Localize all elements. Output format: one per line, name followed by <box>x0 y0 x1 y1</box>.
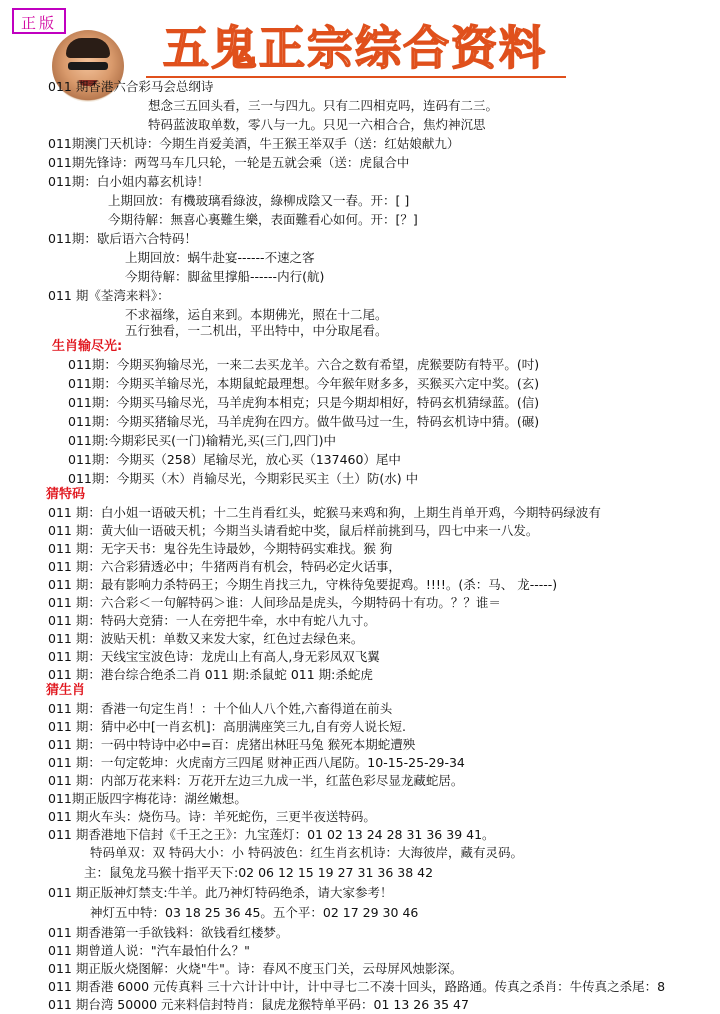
text-line: 011 期正版火烧图解：火烧"牛"。诗：春风不度玉门关，云母屏风烛影深。 <box>48 961 463 976</box>
text-line: 011期：今期买（258）尾输尽光，放心买（137460）尾中 <box>68 452 401 467</box>
text-line: 011期：今期买马输尽光，马羊虎狗本相克；只是今期却相好，特码玄机猜绿蓝。(信) <box>68 395 540 410</box>
text-line: 011 期曾道人说："汽车最怕什么？" <box>48 943 250 958</box>
text-line: 011期：歇后语六合特码！ <box>48 231 197 246</box>
text-line: 今期待解：脚盆里撑船------内行(航) <box>125 269 325 284</box>
text-line: 011 期：内部万花来料：万花开左边三九成一半，红蓝色彩尽显龙藏蛇居。 <box>48 773 464 788</box>
text-line: 011期：今期买羊输尽光，本期鼠蛇最理想。今年猴年财多多，买猴买六定中奖。(玄) <box>68 376 540 391</box>
text-line: 不求福缘，运自来到。本期佛光，照在十二尾。 <box>125 307 388 322</box>
text-line: 011 期：波贴天机：单数又来发大家，红色过去绿色来。 <box>48 631 364 646</box>
text-line: 上期回放：有機玻璃看綠波，綠柳成陰又一春。开：[ ] <box>108 193 410 208</box>
text-line: 上期回放：蜗牛赴宴------不速之客 <box>125 250 315 265</box>
text-line: 011 期《荃湾来料》： <box>48 288 170 303</box>
text-line: 011期：白小姐内幕玄机诗！ <box>48 174 210 189</box>
text-line: 011 期：六合彩＜一句解特码＞谁：人间珍品是虎头，今期特码十有功。？？谁＝ <box>48 595 501 610</box>
text-line: 011 期香港六合彩马会总纲诗 <box>48 79 214 94</box>
text-line: 011期：今期买狗输尽光，一来二去买龙羊。六合之数有希望，虎猴要防有特平。(吋) <box>68 357 540 372</box>
text-line: 011 期火车头：烧伤马。诗：羊死蛇伤，三更半夜送特码。 <box>48 809 376 824</box>
text-line: 011 期：一句定乾坤：火虎南方三四尾 财神正西八尾防。10-15-25-29-34 <box>48 755 465 770</box>
text-line: 主：鼠兔龙马猴十指平天下:02 06 12 15 19 27 31 36 38 42 <box>84 865 434 880</box>
text-line: 011期：今期买（木）肖输尽光，今期彩民买主（土）防(水) 中 <box>68 471 419 486</box>
text-line: 011 期：港台综合绝杀二肖 011 期:杀鼠蛇 011 期:杀蛇虎 <box>48 667 373 682</box>
text-line: 011 期：无字天书：鬼谷先生诗最妙，今期特码实难找。猴 狗 <box>48 541 393 556</box>
text-line: 011期:今期彩民买(一门)输精光,买(三门,四门)中 <box>68 433 337 448</box>
text-line: 011 期：香港一句定生肖！：十个仙人八个姓,六畜得道在前头 <box>48 701 393 716</box>
text-line: 神灯五中特：03 18 25 36 45。五个平：02 17 29 30 46 <box>90 905 419 920</box>
text-line: 011期：今期买猪输尽光，马羊虎狗在四方。做牛做马过一生，特码玄机诗中猜。(碾) <box>68 414 540 429</box>
page-title: 五鬼正宗综合资料 <box>163 21 547 75</box>
text-line: 011 期：天线宝宝波色诗：龙虎山上有高人,身无彩凤双飞翼 <box>48 649 380 664</box>
section-heading: 猜生肖 <box>46 683 86 698</box>
text-line: 011 期香港第一手欲钱料：欲钱看红楼梦。 <box>48 925 289 940</box>
text-line: 011 期台湾 50000 元来料信封特肖：鼠虎龙猴特单平码：01 13 26 35 47 <box>48 997 469 1012</box>
text-line: 今期待解：無喜心裏難生樂，表面難看心如何。开：[？] <box>108 212 418 227</box>
avatar-glasses <box>68 62 108 70</box>
avatar-hair <box>66 38 110 58</box>
text-line: 特码蓝波取单数，零八与一九。只见一六相合合，焦灼神沉思 <box>148 117 486 132</box>
text-line: 011 期：黄大仙一语破天机；今期当头请看蛇中奖，鼠后样前挑到马，四七中来一八发。 <box>48 523 539 538</box>
text-line: 011 期：一码中特诗中必中=百：虎猪出林旺马兔 猴死本期蛇遭殃 <box>48 737 416 752</box>
text-line: 011 期：最有影响力杀特码王；今期生肖找三九，守株待兔要捉鸡。!!!!。(杀：马、 龙-----) <box>48 577 558 592</box>
edition-badge: 正版 <box>12 8 66 34</box>
text-line: 011 期正版神灯禁支:牛羊。此乃神灯特码绝杀，请大家参考！ <box>48 885 393 900</box>
text-line: 011期先锋诗：两驾马车几只轮，一轮是五就会乘（送：虎鼠合中 <box>48 155 410 170</box>
text-line: 特码单双：双 特码大小：小 特码波色：红生肖玄机诗：大海彼岸，藏有灵码。 <box>90 845 523 860</box>
text-line: 011期澳门天机诗：今期生肖爱美酒，牛王猴王举双手（送：红姑娘献九） <box>48 136 460 151</box>
text-line: 011 期：六合彩猜透必中；牛猪两肖有机会，特码必定火话事， <box>48 559 401 574</box>
text-line: 011期正版四字梅花诗：湖丝嫩想。 <box>48 791 247 806</box>
text-line: 想念三五回头看，三一与四九。只有二四相克吗，连码有二三。 <box>148 98 499 113</box>
text-line: 011 期：猜中必中[一肖玄机]：高朋满座笑三九,自有旁人说长短. <box>48 719 407 734</box>
text-line: 011 期香港 6000 元传真料 三十六计计中计，计中寻七二不凑十回头，路路通。传真之杀肖：牛传真之杀尾：8 <box>48 979 666 994</box>
text-line: 011 期：特码大竞猜：一人在旁把牛牵，水中有蛇八九寸。 <box>48 613 376 628</box>
section-heading: 生肖输尽光: <box>52 339 123 354</box>
text-line: 011 期香港地下信封《千王之王》：九宝莲灯：01 02 13 24 28 31 36 39 41。 <box>48 827 495 842</box>
text-line: 五行独看，一二机出，平出特中，中分取尾看。 <box>125 323 388 338</box>
section-heading: 猜特码 <box>46 487 86 502</box>
text-line: 011 期：白小姐一语破天机；十二生肖看红头，蛇猴马来鸡和狗，上期生肖单开鸡，今期特码绿波有 <box>48 505 601 520</box>
